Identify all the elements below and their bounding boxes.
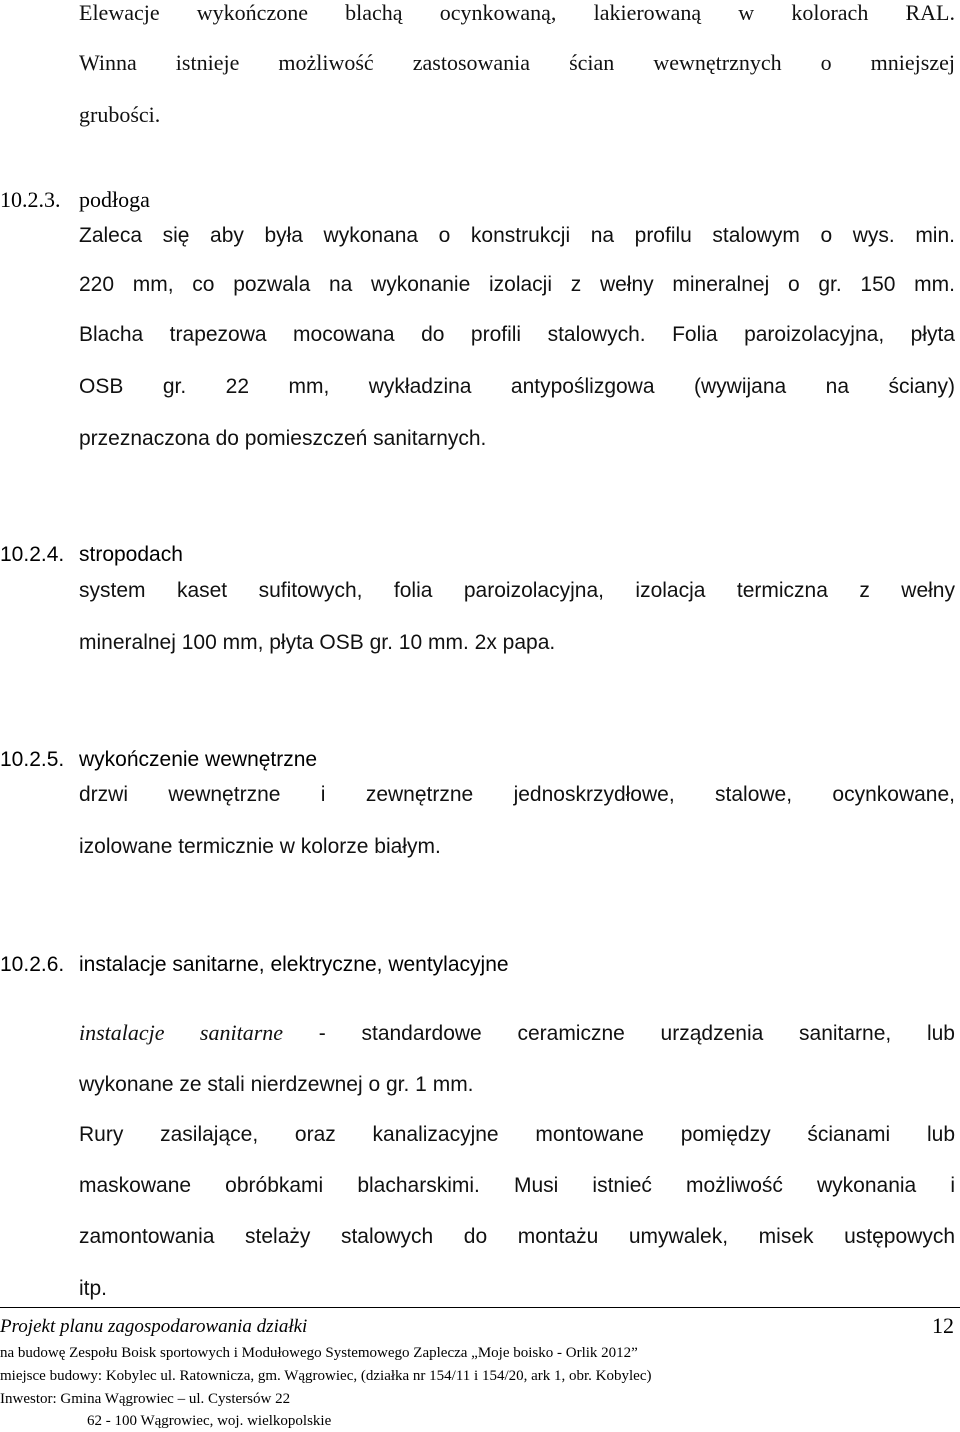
section-heading-installations [0, 952, 509, 978]
intro-line-2: Winna istnieje możliwość zastosowania ścian wewnętrznych o mniejszej [79, 50, 955, 75]
interior-line-2: izolowane termicznie w kolorze białym. [79, 835, 441, 858]
footer-line-3: Inwestor: Gmina Wągrowiec – ul. Cystersów 22 [0, 1391, 291, 1407]
pipes-line-4: itp. [79, 1277, 108, 1300]
footer-divider [0, 1307, 960, 1308]
section-title: wykończenie wewnętrzne [79, 748, 318, 771]
section-heading-floor [0, 187, 150, 213]
intro-line-1: Elewacje wykończone blachą ocynkowaną, lakierowaną w kolorach RAL. [79, 0, 955, 25]
section-title: stropodach [79, 543, 183, 566]
footer-line-2: miejsce budowy: Kobylec ul. Ratownicza, gm. Wągrowiec, (działka nr 154/11 i 154/20, ark 1, obr. Kobylec) [0, 1368, 652, 1384]
pipes-line-1: Rury zasilające, oraz kanalizacyjne montowane pomiędzy ścianami lub [79, 1123, 955, 1146]
section-number: 10.2.3. [0, 187, 61, 212]
installations-term: instalacje sanitarne [79, 1020, 284, 1045]
section-number: 10.2.4. [0, 543, 65, 566]
section-title: podłoga [79, 187, 150, 212]
pipes-line-3: zamontowania stelaży stalowych do montażu umywalek, misek ustępowych [79, 1225, 955, 1248]
intro-line-3: grubości. [79, 102, 161, 127]
floor-line-5: przeznaczona do pomieszczeń sanitarnych. [79, 427, 487, 450]
section-title: instalacje sanitarne, elektryczne, wentylacyjne [79, 953, 509, 976]
floor-line-3: Blacha trapezowa mocowana do profili stalowych. Folia paroizolacyjna, płyta [79, 323, 955, 346]
section-number: 10.2.5. [0, 748, 65, 771]
roof-line-2: mineralnej 100 mm, płyta OSB gr. 10 mm. 2x papa. [79, 631, 556, 654]
floor-line-2: 220 mm, co pozwala na wykonanie izolacji z wełny mineralnej o gr. 150 mm. [79, 273, 955, 296]
section-heading-interior-finish [0, 747, 317, 773]
installations-line-2: wykonane ze stali nierdzewnej o gr. 1 mm. [79, 1073, 474, 1096]
page-number: 12 [932, 1313, 954, 1338]
footer-title: Projekt planu zagospodarowania działki [0, 1316, 308, 1337]
installations-line-1-rest: - standardowe ceramiczne urządzenia sanitarne, lub [283, 1022, 955, 1045]
section-number: 10.2.6. [0, 953, 65, 976]
interior-line-1: drzwi wewnętrzne i zewnętrzne jednoskrzydłowe, stalowe, ocynkowane, [79, 783, 955, 806]
pipes-line-2: maskowane obróbkami blacharskimi. Musi istnieć możliwość wykonania i [79, 1174, 955, 1197]
section-heading-roof [0, 542, 183, 568]
floor-line-1: Zaleca się aby była wykonana o konstrukcji na profilu stalowym o wys. min. [79, 224, 955, 247]
footer-line-1: na budowę Zespołu Boisk sportowych i Modułowego Systemowego Zaplecza „Moje boisko - Orlik 2012” [0, 1345, 638, 1361]
footer-line-4: 62 - 100 Wągrowiec, woj. wielkopolskie [87, 1413, 332, 1429]
installations-line-1 [79, 1020, 955, 1047]
roof-line-1: system kaset sufitowych, folia paroizolacyjna, izolacja termiczna z wełny [79, 579, 955, 602]
floor-line-4: OSB gr. 22 mm, wykładzina antypoślizgowa (wywijana na ściany) [79, 375, 955, 398]
